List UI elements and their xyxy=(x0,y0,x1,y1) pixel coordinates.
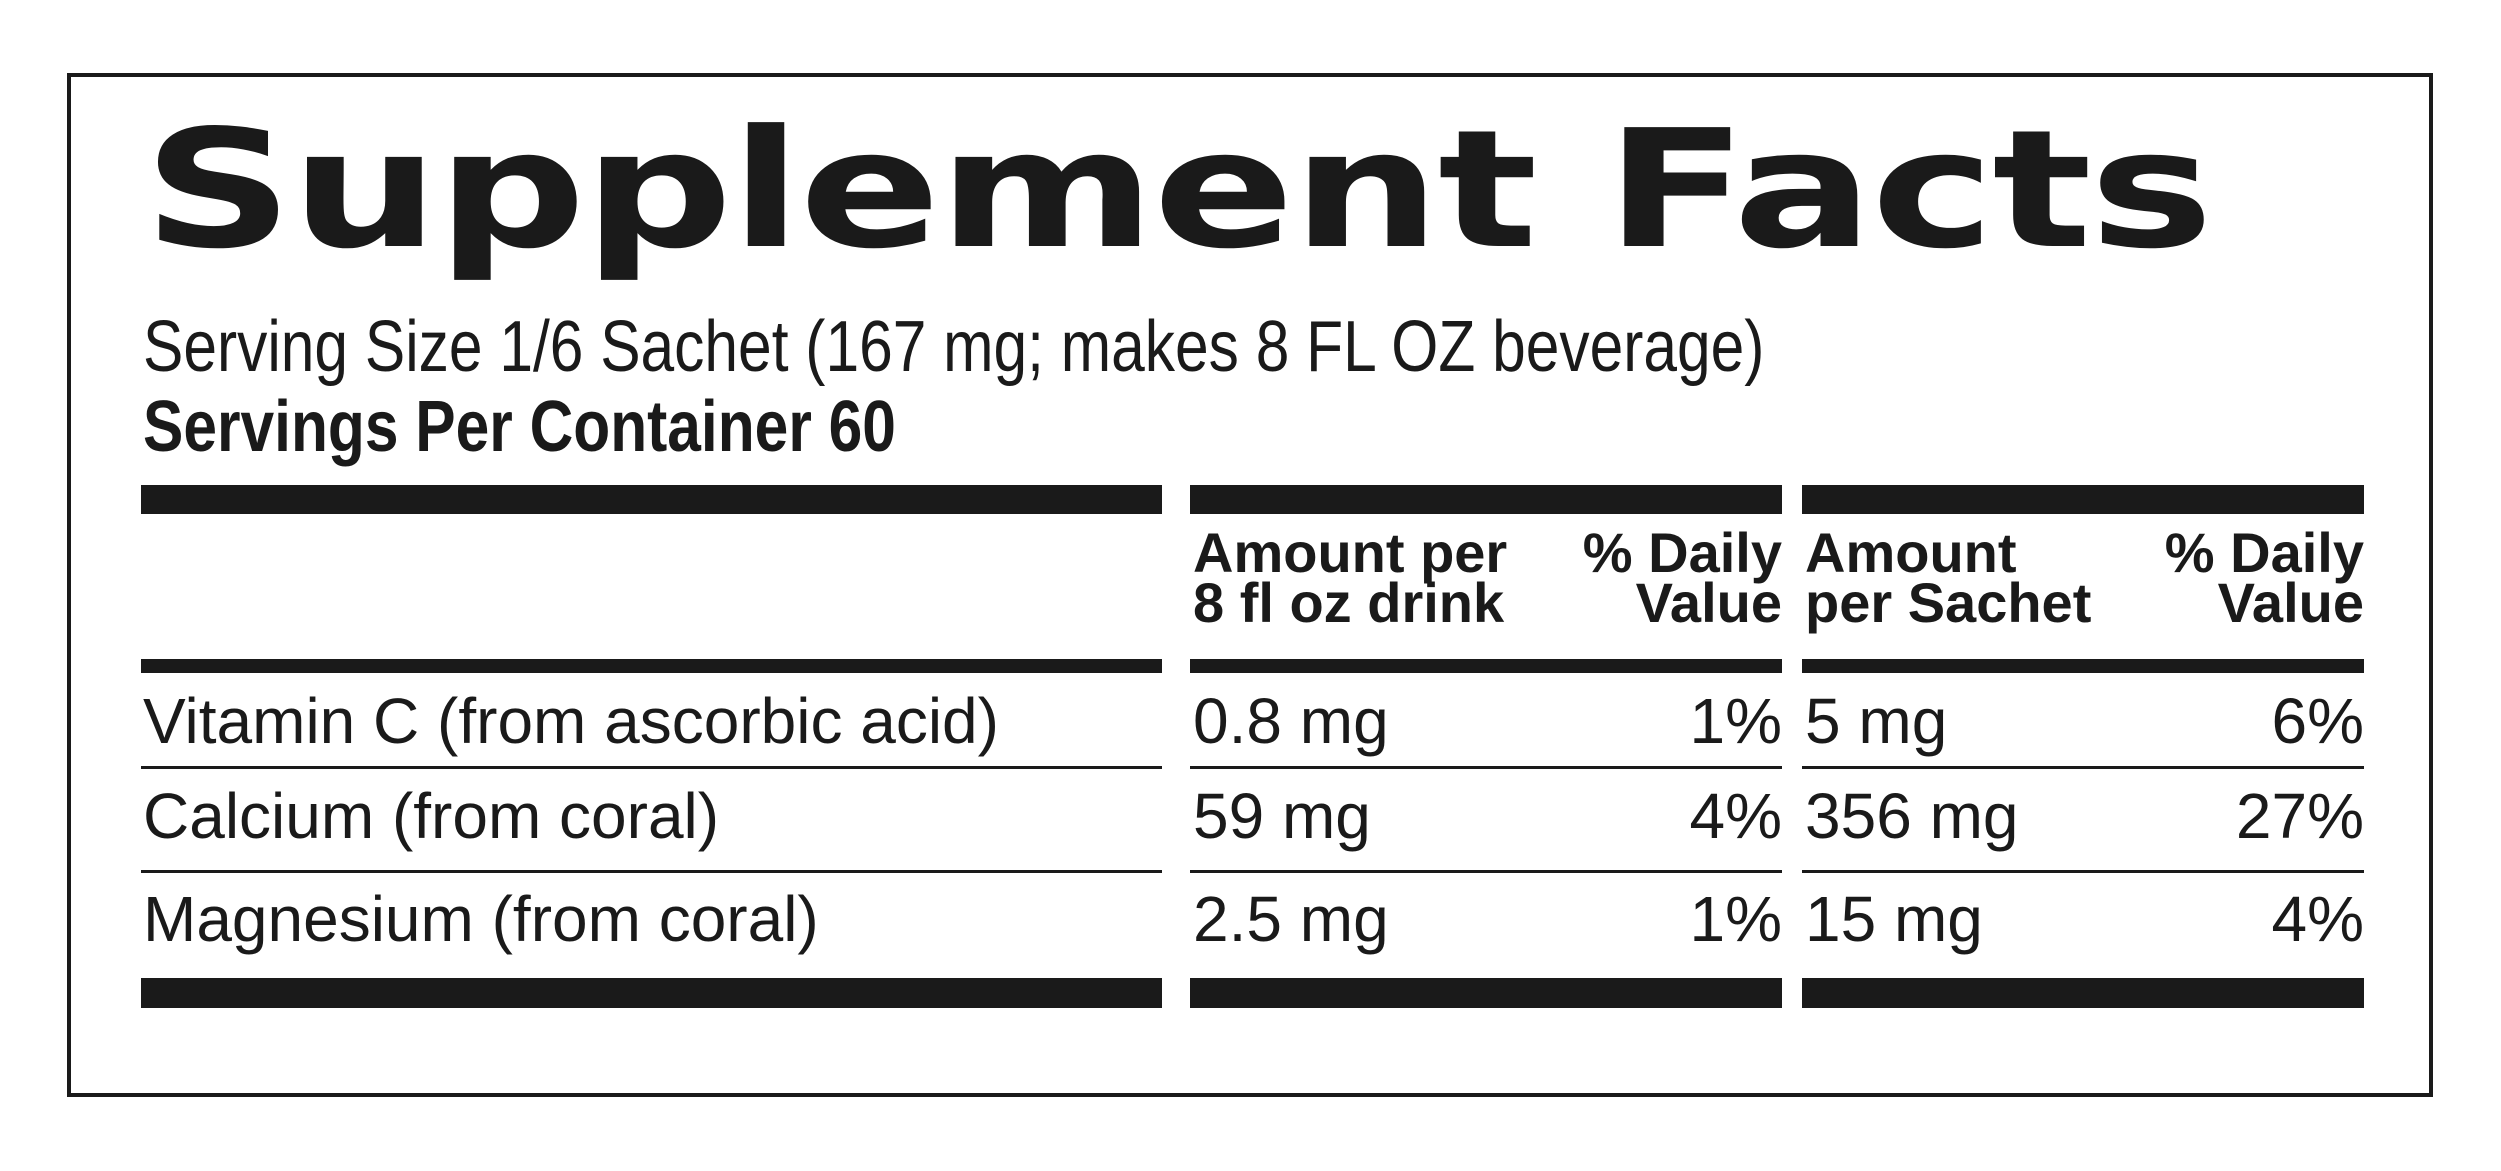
header-daily-value-drink-line2: Value xyxy=(1635,571,1782,634)
servings-per-container-text: Servings Per Container 60 xyxy=(143,387,896,467)
table-bottom-bar-segment-sachet-col xyxy=(1802,978,2364,1008)
panel-title: Supplement Facts xyxy=(143,96,2212,285)
header-amount-per-sachet xyxy=(1805,521,2092,634)
serving-size-text: Serving Size 1/6 Sachet (167 mg; makes 8 FL OZ beverage) xyxy=(143,307,1765,387)
amount-per-sachet-value: 15 mg xyxy=(1805,883,1983,955)
daily-value-drink-percent: 4% xyxy=(1689,780,1782,852)
amount-per-drink-value: 0.8 mg xyxy=(1193,685,1389,757)
daily-value-sachet-percent: 27% xyxy=(2235,780,2364,852)
daily-value-drink-percent: 1% xyxy=(1689,685,1782,757)
daily-value-drink-percent: 1% xyxy=(1689,883,1782,955)
daily-value-sachet-percent: 6% xyxy=(2271,685,2364,757)
row-separator-segment xyxy=(141,766,1162,769)
nutrient-name: Calcium (from coral) xyxy=(143,780,720,852)
header-amount-per-sachet-line1: Amount xyxy=(1805,521,2017,584)
header-amount-per-drink xyxy=(1193,521,1508,634)
table-bottom-bar-segment-name-col xyxy=(141,978,1162,1008)
header-daily-value-drink xyxy=(1582,521,1782,634)
nutrient-name: Magnesium (from coral) xyxy=(143,883,819,955)
table-bottom-bar-segment-drink-col xyxy=(1190,978,1782,1008)
header-daily-value-sachet-line1: % Daily xyxy=(2164,521,2364,584)
header-daily-value-drink-line1: % Daily xyxy=(1582,521,1782,584)
header-bottom-bar-segment-sachet-col xyxy=(1802,659,2364,673)
header-bottom-bar-segment-name-col xyxy=(141,659,1162,673)
amount-per-drink-value: 59 mg xyxy=(1193,780,1371,852)
row-separator-segment xyxy=(1190,870,1782,873)
header-bottom-bar-segment-drink-col xyxy=(1190,659,1782,673)
header-daily-value-sachet-line2: Value xyxy=(2217,571,2364,634)
row-separator-segment xyxy=(1802,766,2364,769)
amount-per-sachet-value: 5 mg xyxy=(1805,685,1948,757)
row-separator-segment xyxy=(1802,870,2364,873)
row-separator-segment xyxy=(141,870,1162,873)
daily-value-sachet-percent: 4% xyxy=(2271,883,2364,955)
row-separator-segment xyxy=(1190,766,1782,769)
header-top-bar-segment-sachet-col xyxy=(1802,485,2364,514)
amount-per-drink-value: 2.5 mg xyxy=(1193,883,1389,955)
header-amount-per-drink-line2: 8 fl oz drink xyxy=(1193,571,1505,634)
amount-per-sachet-value: 356 mg xyxy=(1805,780,2019,852)
nutrient-name: Vitamin C (from ascorbic acid) xyxy=(143,685,999,757)
header-top-bar-segment-name-col xyxy=(141,485,1162,514)
serving-size-line xyxy=(143,307,2073,387)
header-top-bar-segment-drink-col xyxy=(1190,485,1782,514)
servings-per-container-line xyxy=(143,387,1039,467)
header-amount-per-sachet-line2: per Sachet xyxy=(1805,571,2092,634)
header-amount-per-drink-line1: Amount per xyxy=(1193,521,1508,584)
header-daily-value-sachet xyxy=(2164,521,2364,634)
